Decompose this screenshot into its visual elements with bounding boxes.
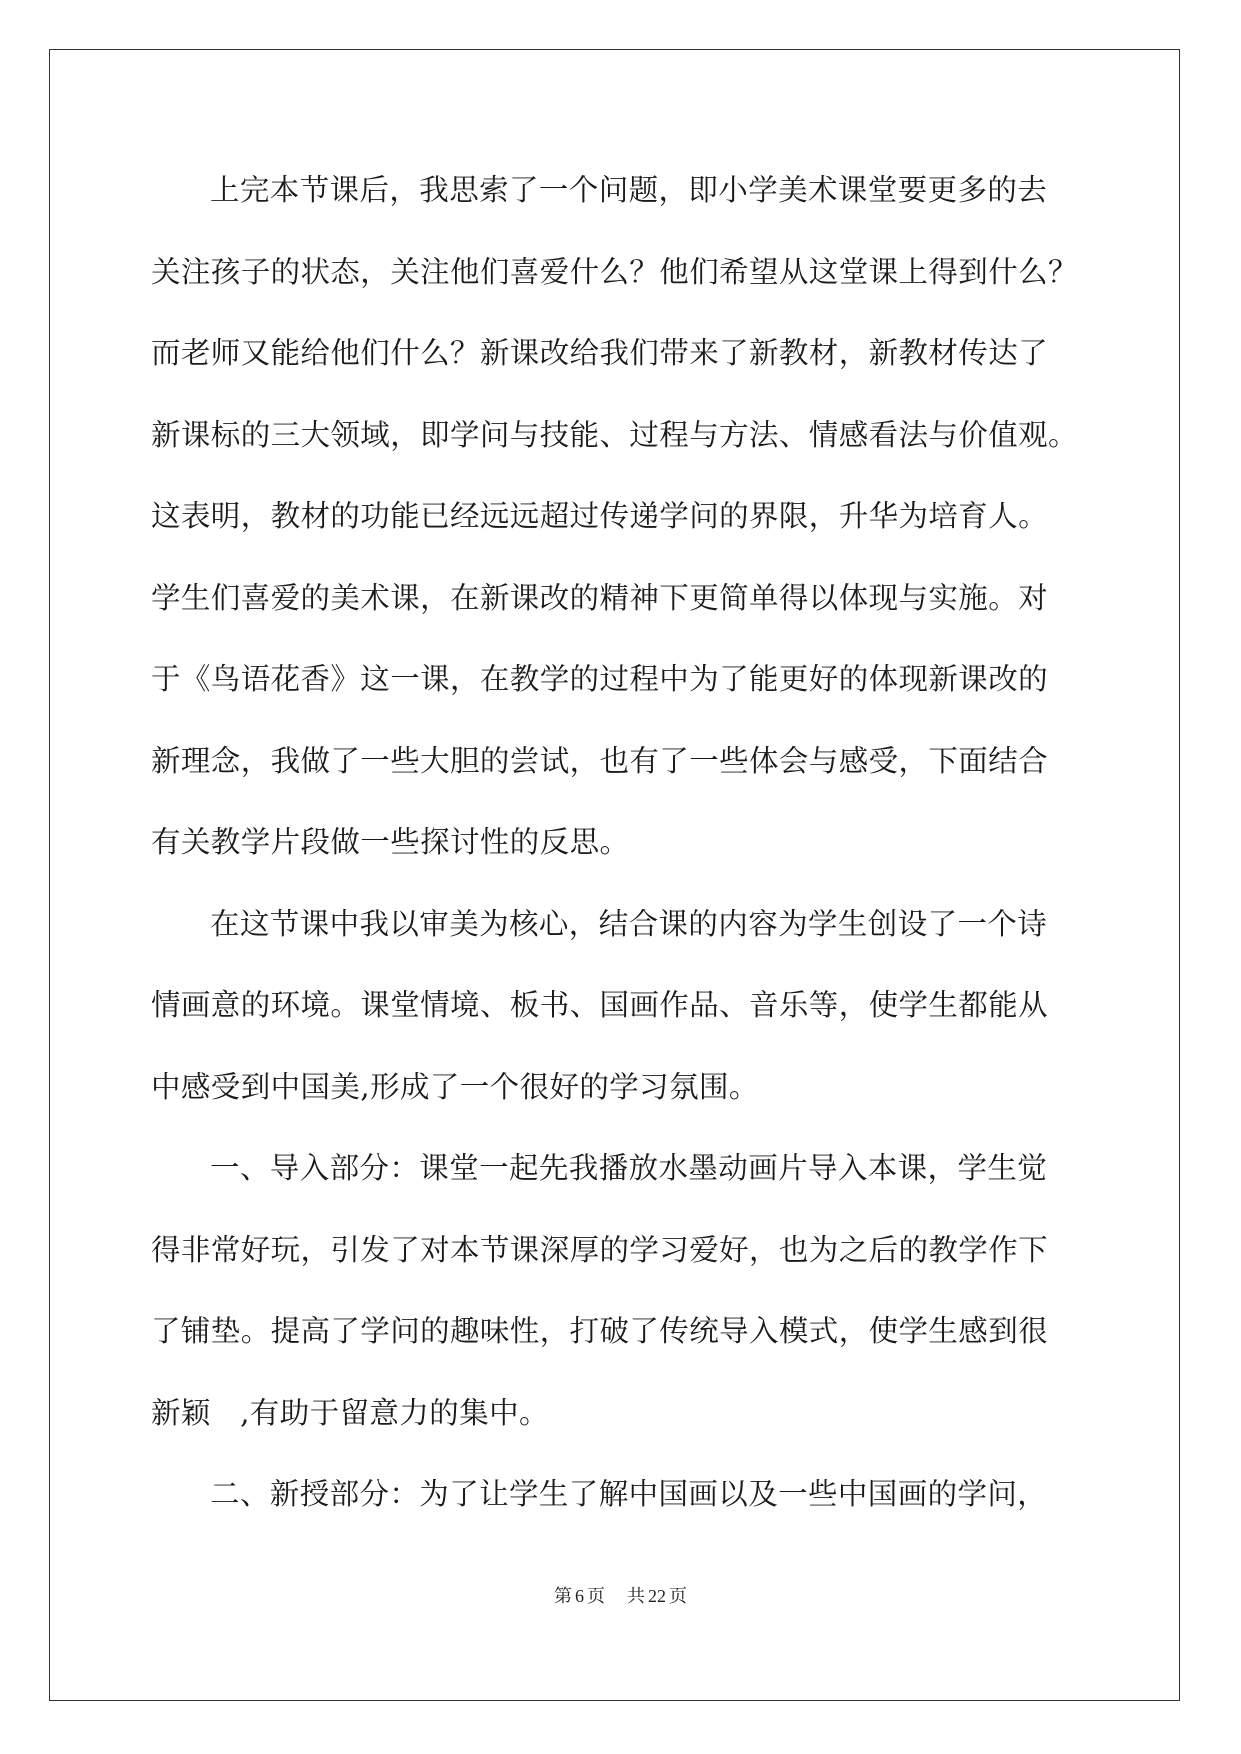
- paragraph-line: 一、导入部分：课堂一起先我播放水墨动画片导入本课，学生觉: [210, 1151, 1048, 1185]
- paragraph-line: 这表明，教材的功能已经远远超过传递学问的界限，升华为培育人。: [151, 499, 1049, 533]
- page-number: 6: [575, 1586, 584, 1606]
- paragraph-line: 有关教学片段做一些探讨性的反思。: [151, 825, 630, 859]
- paragraph-line: 新理念，我做了一些大胆的尝试，也有了一些体会与感受，下面结合: [151, 743, 1049, 778]
- paragraph-line: 于《鸟语花香》这一课，在教学的过程中为了能更好的体现新课改的: [151, 662, 1049, 696]
- paragraph-line: 新颖 ,有助于留意力的集中。: [151, 1395, 549, 1430]
- total-pages: 22: [648, 1586, 666, 1606]
- page-footer: [0, 1582, 1241, 1608]
- paragraph-line: 上完本节课后，我思索了一个问题，即小学美术课堂要更多的去: [210, 173, 1048, 207]
- total-suffix: 页: [669, 1586, 687, 1606]
- total-prefix: 共: [627, 1586, 645, 1606]
- paragraph-line: 了铺垫。提高了学问的趣味性，打破了传统导入模式，使学生感到很: [151, 1314, 1049, 1348]
- paragraph-line: 而老师又能给他们什么？新课改给我们带来了新教材，新教材传达了: [151, 336, 1049, 370]
- paragraph-line: 中感受到中国美,形成了一个很好的学习氛围。: [151, 1069, 759, 1104]
- paragraph-line: 得非常好玩，引发了对本节课深厚的学习爱好，也为之后的教学作下: [151, 1232, 1049, 1267]
- page-prefix: 第: [554, 1586, 572, 1606]
- paragraph-line: 在这节课中我以审美为核心，结合课的内容为学生创设了一个诗: [210, 906, 1048, 941]
- page-suffix: 页: [587, 1586, 605, 1606]
- paragraph-line: 关注孩子的状态，关注他们喜爱什么？他们希望从这堂课上得到什么？: [151, 254, 1078, 289]
- paragraph-line: 新课标的三大领域，即学问与技能、过程与方法、情感看法与价值观。: [151, 417, 1078, 452]
- document-body: [151, 160, 1081, 1546]
- paragraph-line: 学生们喜爱的美术课，在新课改的精神下更简单得以体现与实施。对: [151, 580, 1049, 615]
- paragraph-line: 情画意的环境。课堂情境、板书、国画作品、音乐等，使学生都能从: [151, 988, 1049, 1022]
- paragraph-line: 二、新授部分：为了让学生了解中国画以及一些中国画的学问，: [210, 1477, 1048, 1511]
